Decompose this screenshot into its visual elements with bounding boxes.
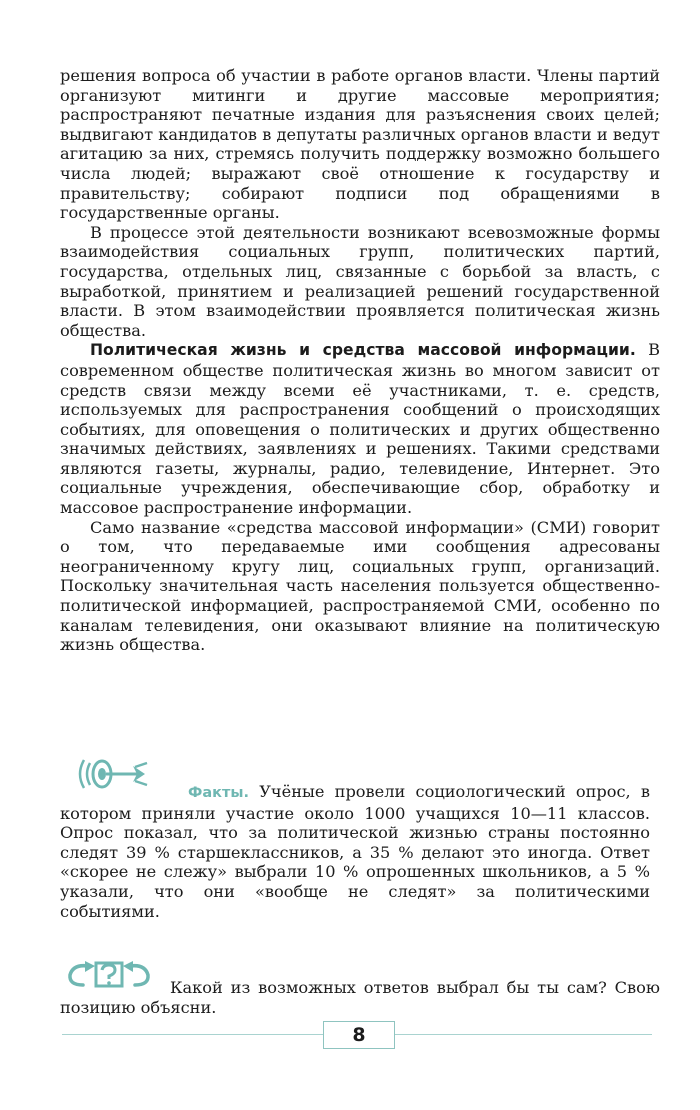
question-block [60,978,660,1017]
paragraph-2: В процессе этой деятельности возникают всевозможные формы взаимодействия социальных групп, политических партий, государства, отдельных лиц, связанные с борьбой за власть, с выработкой, принятием и реализацией решений государственной власти. В этом взаимодействии проявляется политическая жизнь общества. [60,222,660,340]
question-text: Какой из возможных ответов выбрал бы ты сам? Свою позицию объясни. [60,978,660,1017]
footer-rule-left [62,1034,324,1035]
paragraph-smi: Само название «средства массовой информации» (СМИ) говорит о том, что передаваемые ими сообщения адресованы неограниченному кругу лиц, социальных групп, организаций. Поскольку значительная часть населения пользуется общественно-политической информацией, распространяемой СМИ, особенно по каналам телевидения, они оказывают влияние на политическую жизнь общества. [60,517,660,655]
section-text: В современном обществе политическая жизнь во многом зависит от средств связи между всеми её участниками, т. е. средств, используемых для распространения сообщений о происходящих событиях, для оповещения о политических и других общественно значимых действиях, заявлениях и решениях. Такими средствами являются газеты, журналы, радио, телевидение, Интернет. Это социальные учреждения, обеспечивающие сбор, обработку и массовое распространение информации. [60,340,660,518]
footer-rule-right [394,1034,652,1035]
section-paragraph [60,340,660,517]
facts-paragraph [60,782,650,921]
paragraph-1: решения вопроса об участии в работе органов власти. Члены партий организуют митинги и другие массовые мероприятия; распространяют печатные издания для разъяснения своих целей; выдвигают кандидатов в депутаты различных органов власти и ведут агитацию за них, стремясь получить поддержку возможно большего числа людей; выражают своё отношение к государству и правительству; собирают подписи под обращениями в государственные органы. [60,66,660,223]
facts-text: Учёные провели социологический опрос, в котором приняли участие около 1000 учащихся 10—11 классов. Опрос показал, что за политической жизнью страны постоянно следят 39 % старшеклассников, а 35 % делают это иногда. Ответ «скорее не слежу» выбрали 10 % опрошенных школьников, а 5 % указали, что они «вообще не следят» за политическими событиями. [60,782,650,921]
section-heading: Политическая жизнь и средства массовой информации. [90,341,636,360]
page-number: 8 [323,1021,395,1049]
facts-label: Факты. [188,785,250,801]
intro-text [60,66,660,655]
facts-block [60,782,650,921]
